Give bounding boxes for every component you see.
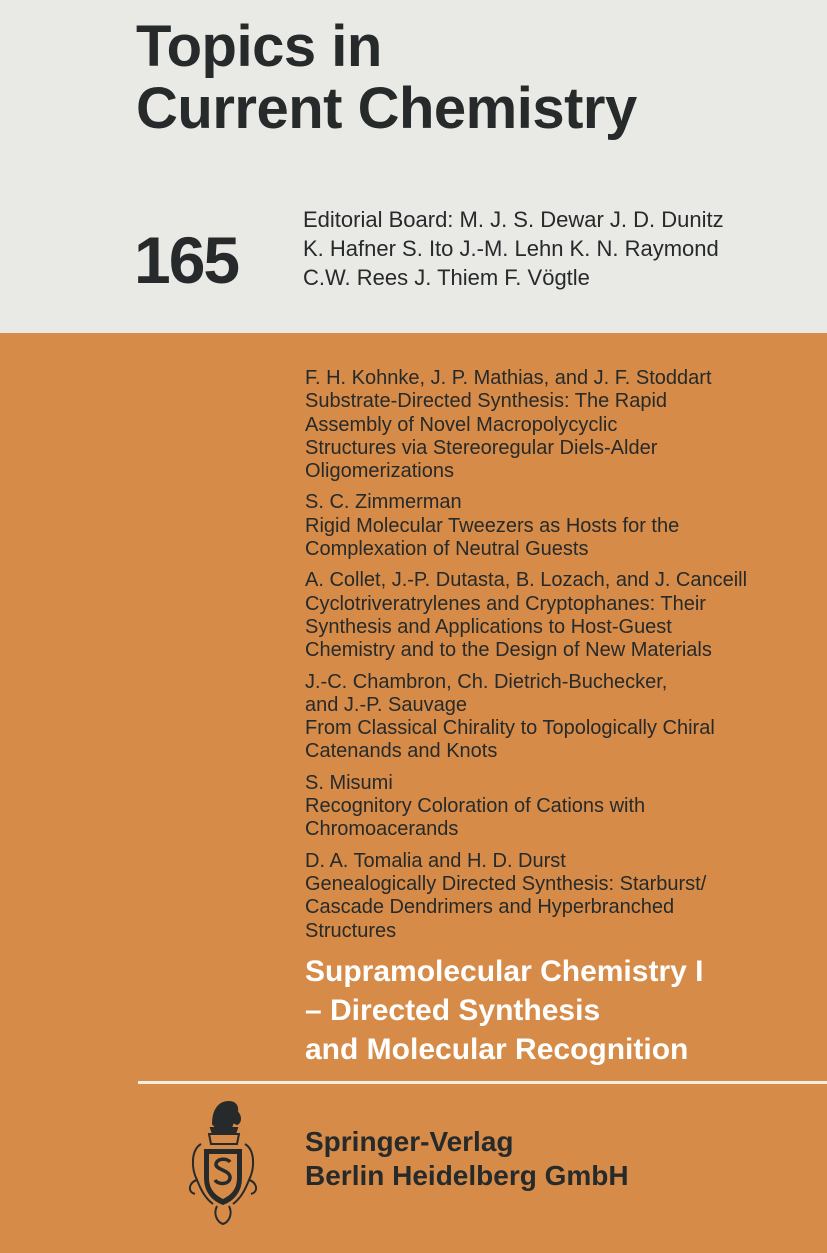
article-title-line: Assembly of Novel Macropolycyclic — [305, 413, 618, 436]
article-entry — [305, 367, 805, 483]
article-authors: S. C. Zimmerman — [305, 491, 462, 514]
book-title — [305, 952, 703, 1069]
article-title-line: Chemistry and to the Design of New Materials — [305, 639, 712, 662]
series-title-line-2: Current Chemistry — [136, 76, 637, 141]
article-title-line: Synthesis and Applications to Host-Guest — [305, 615, 672, 638]
article-title-line: Catenands and Knots — [305, 740, 498, 763]
article-title-line: Genealogically Directed Synthesis: Starburst/ — [305, 872, 707, 895]
article-title-line: Structures — [305, 919, 397, 942]
article-authors: and J.-P. Sauvage — [305, 693, 467, 716]
article-entry — [305, 569, 805, 662]
article-entry — [305, 491, 805, 561]
publisher-name: Springer-Verlag — [305, 1126, 514, 1157]
article-title-line: Oligomerizations — [305, 460, 454, 483]
editorial-board — [303, 205, 724, 292]
article-authors: J.-C. Chambron, Ch. Dietrich-Buchecker, — [305, 670, 668, 693]
article-title-line: Cyclotriveratrylenes and Cryptophanes: Their — [305, 592, 706, 615]
editorial-board-line: K. Hafner S. Ito J.-M. Lehn K. N. Raymond — [303, 236, 719, 261]
book-title-line: – Directed Synthesis — [305, 994, 601, 1027]
header-panel — [0, 0, 827, 333]
article-authors: D. A. Tomalia and H. D. Durst — [305, 849, 566, 872]
series-title-line-1: Topics in — [136, 14, 382, 79]
editorial-board-line: Editorial Board: M. J. S. Dewar J. D. Dunitz — [303, 207, 724, 232]
article-entry — [305, 772, 805, 842]
article-authors: F. H. Kohnke, J. P. Mathias, and J. F. Stoddart — [305, 367, 712, 389]
article-title-line: Rigid Molecular Tweezers as Hosts for the — [305, 514, 680, 537]
article-authors: A. Collet, J.-P. Dutasta, B. Lozach, and J. Canceill — [305, 569, 748, 592]
article-title-line: From Classical Chirality to Topologically Chiral — [305, 717, 715, 740]
article-authors: S. Misumi — [305, 771, 393, 794]
article-title-line: Cascade Dendrimers and Hyperbranched — [305, 896, 675, 919]
editorial-board-line: C.W. Rees J. Thiem F. Vögtle — [303, 265, 590, 290]
divider-rule — [138, 1081, 827, 1084]
article-title-line: Structures via Stereoregular Diels-Alder — [305, 436, 658, 459]
article-entry — [305, 850, 805, 943]
volume-number: 165 — [134, 223, 239, 297]
contents-list — [305, 367, 805, 951]
article-title-line: Recognitory Coloration of Cations with — [305, 795, 646, 818]
article-entry — [305, 671, 805, 764]
springer-knight-logo-icon — [183, 1094, 263, 1229]
article-title-line: Substrate-Directed Synthesis: The Rapid — [305, 390, 668, 413]
publisher — [305, 1125, 629, 1193]
article-title-line: Chromoacerands — [305, 818, 459, 841]
series-title — [136, 16, 637, 140]
publisher-location: Berlin Heidelberg GmbH — [305, 1160, 629, 1191]
book-title-line: and Molecular Recognition — [305, 1033, 689, 1066]
book-title-line: Supramolecular Chemistry I — [305, 955, 704, 988]
article-title-line: Complexation of Neutral Guests — [305, 538, 589, 561]
